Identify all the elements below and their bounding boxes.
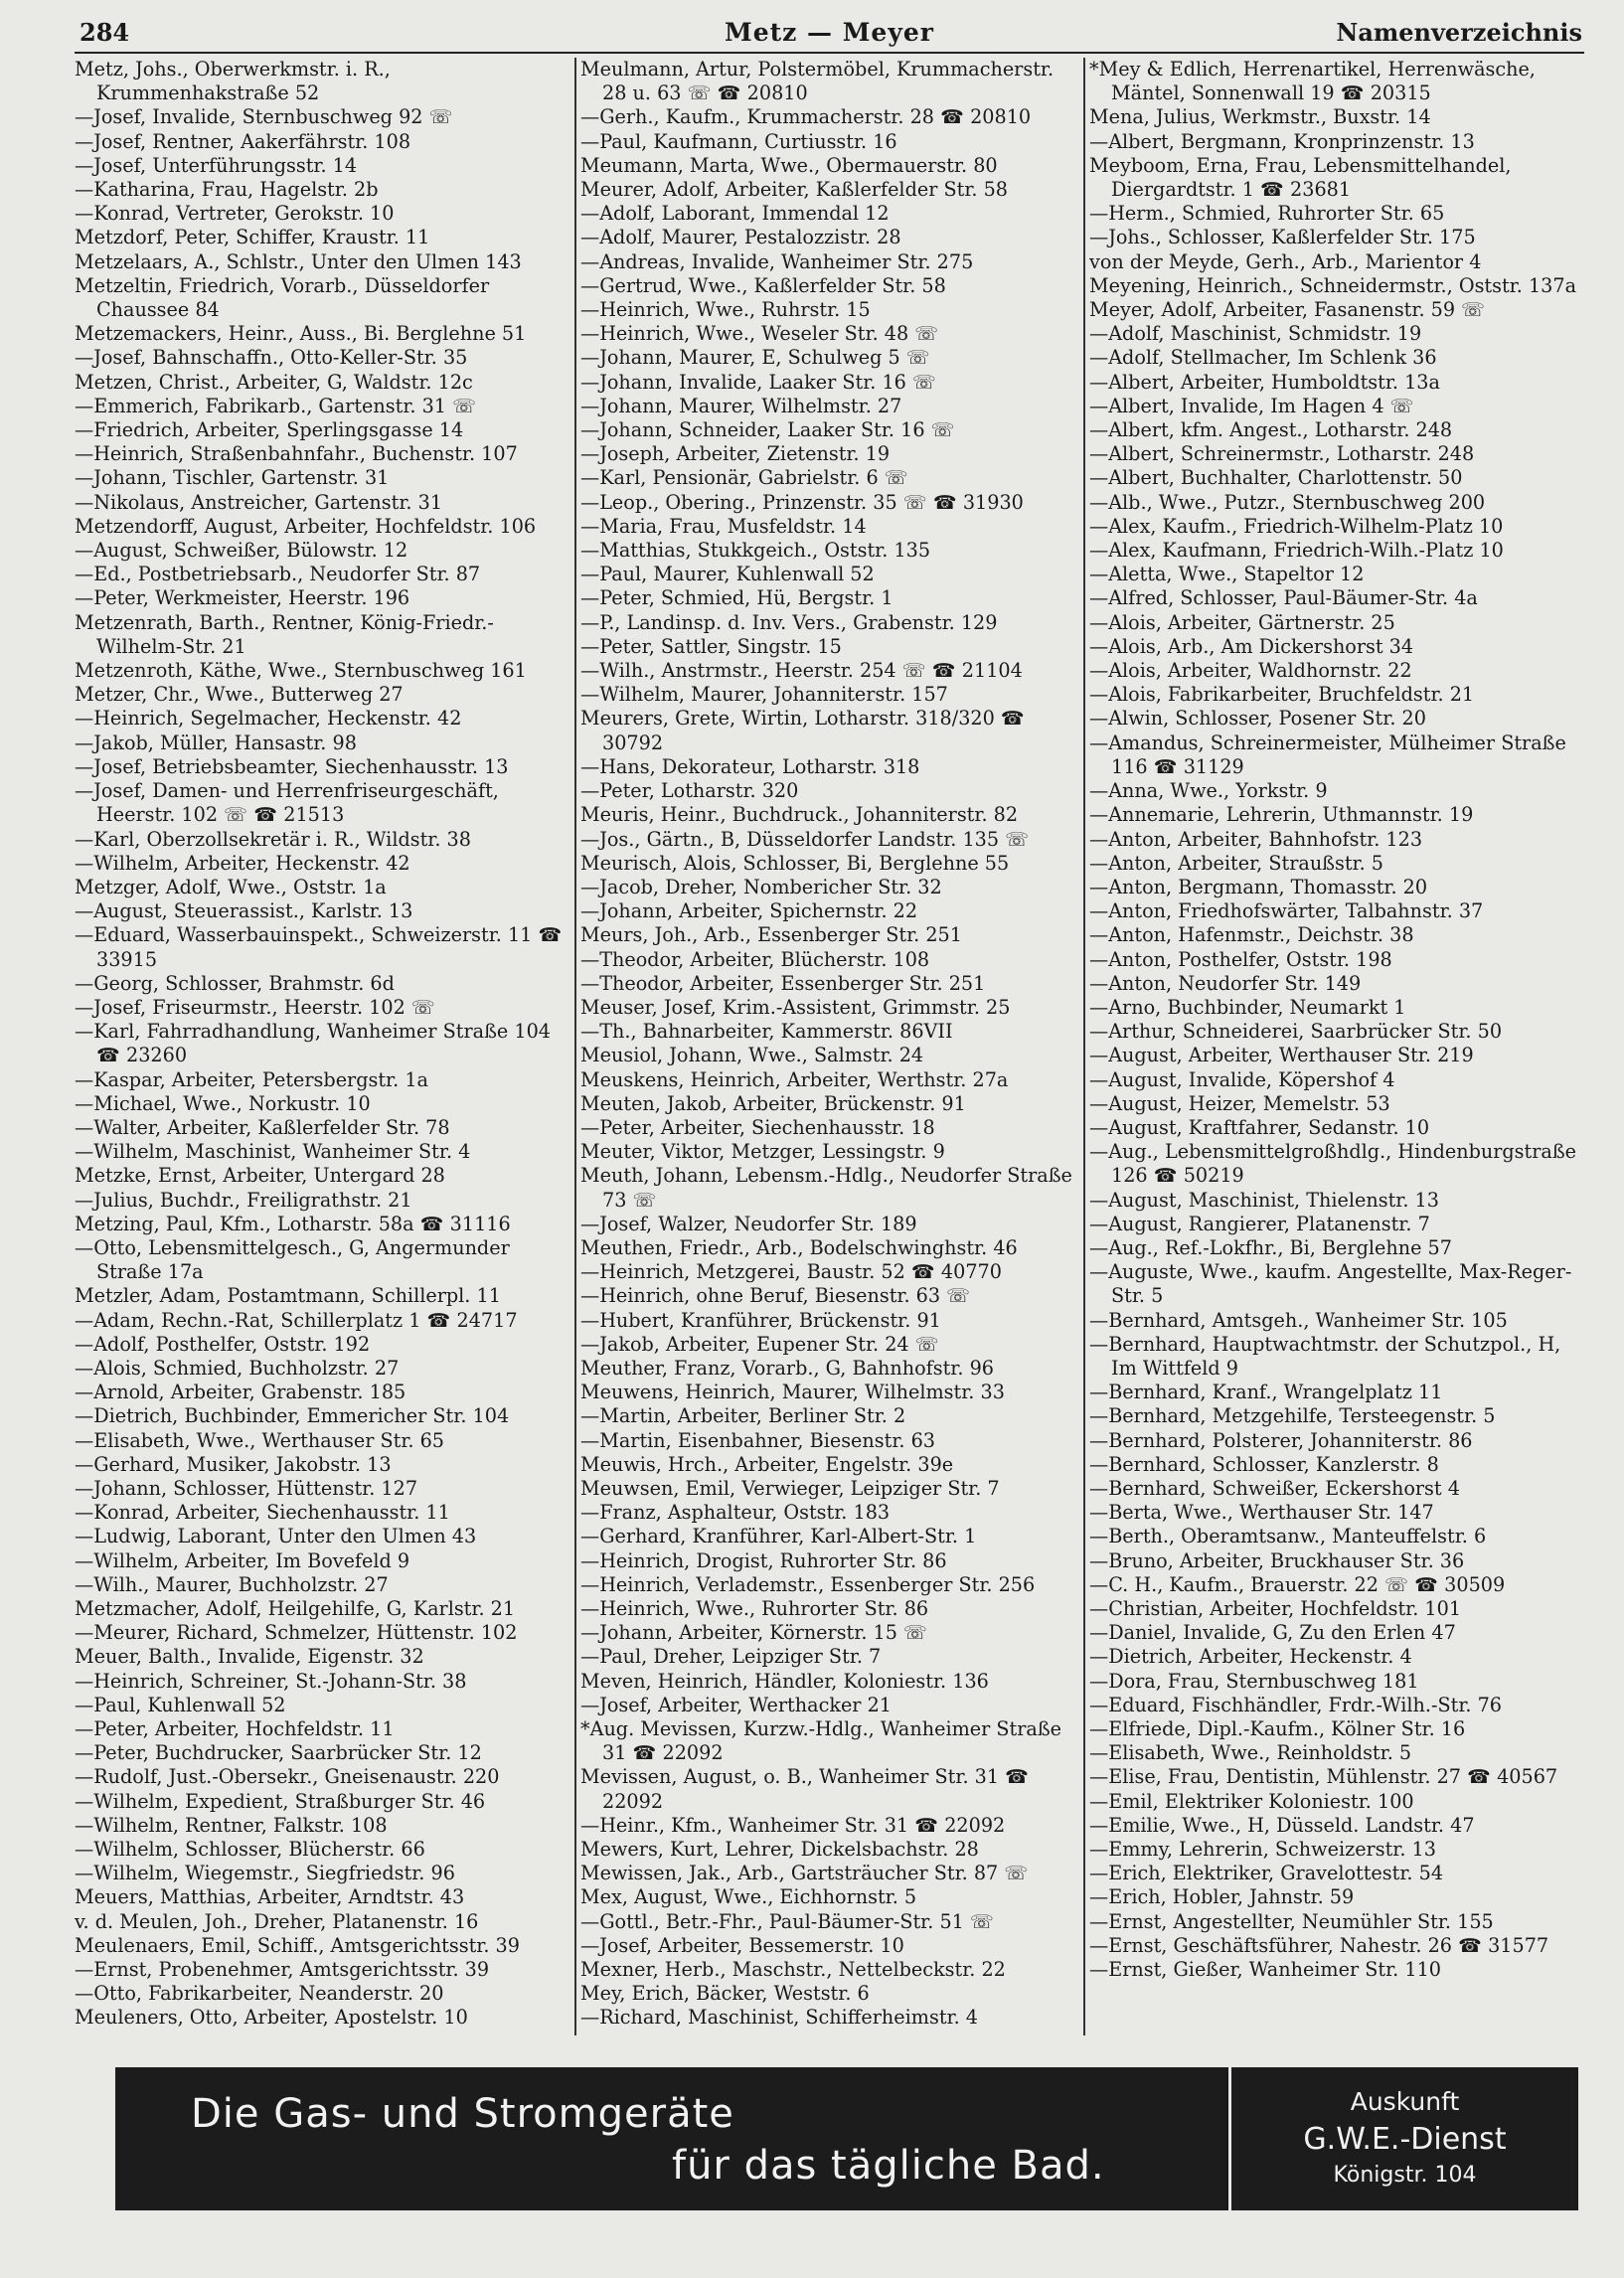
directory-entry: —Gertrud, Wwe., Kaßlerfelder Str. 58 <box>580 273 946 297</box>
directory-entry: —Emmy, Lehrerin, Schweizerstr. 13 <box>1089 1838 1436 1862</box>
directory-entry: —Arno, Buchbinder, Neumarkt 1 <box>1089 995 1406 1019</box>
directory-entry: —Eduard, Wasserbauinspekt., Schweizerstr. 11 ☎ 33915 <box>75 923 563 971</box>
directory-entry: —Katharina, Frau, Hagelstr. 2b <box>75 178 379 202</box>
directory-entry: —Bruno, Arbeiter, Bruckhauser Str. 36 <box>1089 1548 1465 1572</box>
advertisement-banner <box>115 2067 1578 2210</box>
directory-entry: —Josef, Damen- und Herrenfriseurgeschäft, Heerstr. 102 ☏ ☎ 21513 <box>75 779 499 827</box>
directory-entry: —Heinrich, Verlademstr., Essenberger Str. 256 <box>580 1572 1036 1596</box>
directory-entry: —August, Maschinist, Thielenstr. 13 <box>1089 1188 1439 1212</box>
directory-entry: —Adolf, Maschinist, Schmidstr. 19 <box>1089 322 1422 346</box>
directory-entry: —Dietrich, Arbeiter, Heckenstr. 4 <box>1089 1645 1412 1669</box>
directory-entry: Meumann, Marta, Wwe., Obermauerstr. 80 <box>580 153 998 177</box>
directory-entry: —Albert, kfm. Angest., Lotharstr. 248 <box>1089 418 1453 442</box>
directory-entry: —Wilhelm, Arbeiter, Im Bovefeld 9 <box>75 1548 410 1572</box>
directory-entry: —Gottl., Betr.-Fhr., Paul-Bäumer-Str. 51 ☏ <box>580 1909 994 1933</box>
directory-entry: —Aug., Lebensmittelgroßhdlg., Hindenburgstraße 126 ☎ 50219 <box>1089 1140 1577 1188</box>
directory-entry: —Amandus, Schreinermeister, Mülheimer Straße 116 ☎ 31129 <box>1089 731 1566 778</box>
directory-entry: Meuter, Viktor, Metzger, Lessingstr. 9 <box>580 1140 945 1164</box>
directory-entry: —Gerh., Kaufm., Krummacherstr. 28 ☎ 20810 <box>580 105 1032 129</box>
directory-entry: —Emil, Elektriker Koloniestr. 100 <box>1089 1789 1414 1813</box>
directory-entry: —Johann, Schneider, Laaker Str. 16 ☏ <box>580 418 955 442</box>
directory-entry: —Paul, Kaufmann, Curtiusstr. 16 <box>580 129 897 153</box>
directory-entry: —Anton, Friedhofswärter, Talbahnstr. 37 <box>1089 899 1484 923</box>
directory-entry: —Heinr., Kfm., Wanheimer Str. 31 ☎ 22092 <box>580 1813 1006 1837</box>
directory-entry: —Bernhard, Schweißer, Eckershorst 4 <box>1089 1476 1460 1500</box>
directory-entry: Mex, August, Wwe., Eichhornstr. 5 <box>580 1885 917 1909</box>
directory-entry: —Paul, Kuhlenwall 52 <box>75 1693 286 1716</box>
directory-entry: Mexner, Herb., Maschstr., Nettelbeckstr. 22 <box>580 1958 1006 1982</box>
directory-entry: —Wilhelm, Wiegemstr., Siegfriedstr. 96 <box>75 1862 455 1885</box>
directory-entry: Meurs, Joh., Arb., Essenberger Str. 251 <box>580 923 962 947</box>
directory-entry: —Josef, Rentner, Aakerfährstr. 108 <box>75 129 411 153</box>
directory-entry: —Adolf, Maurer, Pestalozzistr. 28 <box>580 226 901 249</box>
directory-entry: Metzelaars, A., Schlstr., Unter den Ulmen 143 <box>75 249 522 273</box>
directory-entry: Meuth, Johann, Lebensm.-Hdlg., Neudorfer Straße 73 ☏ <box>580 1164 1072 1212</box>
directory-entry: —Theodor, Arbeiter, Blücherstr. 108 <box>580 947 930 971</box>
directory-entry: Meyer, Adolf, Arbeiter, Fasanenstr. 59 ☏ <box>1089 298 1486 322</box>
directory-entry: —Erich, Elektriker, Gravelottestr. 54 <box>1089 1862 1444 1885</box>
directory-entry: —Hans, Dekorateur, Lotharstr. 318 <box>580 754 920 778</box>
directory-entry: —Rudolf, Just.-Obersekr., Gneisenaustr. 220 <box>75 1765 500 1789</box>
directory-entry: —Heinrich, Metzgerei, Baustr. 52 ☎ 40770 <box>580 1260 1002 1284</box>
directory-entry: —Alois, Arbeiter, Waldhornstr. 22 <box>1089 659 1412 683</box>
directory-entry: —Wilh., Anstrmstr., Heerstr. 254 ☏ ☎ 21104 <box>580 659 1023 683</box>
directory-entry: —Andreas, Invalide, Wanheimer Str. 275 <box>580 249 974 273</box>
directory-column-2 <box>580 58 1077 2035</box>
directory-entry: —Michael, Wwe., Norkustr. 10 <box>75 1091 371 1115</box>
directory-entry: —August, Steuerassist., Karlstr. 13 <box>75 899 413 923</box>
directory-entry: —Hubert, Kranführer, Brückenstr. 91 <box>580 1308 941 1332</box>
directory-entry: Meuleners, Otto, Arbeiter, Apostelstr. 10 <box>75 2006 468 2030</box>
directory-entry: —Heinrich, Wwe., Weseler Str. 48 ☏ <box>580 322 939 346</box>
directory-entry: —Erich, Hobler, Jahnstr. 59 <box>1089 1885 1355 1909</box>
directory-entry: —Paul, Maurer, Kuhlenwall 52 <box>580 563 875 586</box>
directory-entry: —August, Invalide, Köpershof 4 <box>1089 1067 1395 1091</box>
directory-entry: —Wilhelm, Expedient, Straßburger Str. 46 <box>75 1789 486 1813</box>
directory-entry: —Heinrich, ohne Beruf, Biesenstr. 63 ☏ <box>580 1284 971 1308</box>
directory-entry: —August, Arbeiter, Werthauser Str. 219 <box>1089 1044 1474 1067</box>
directory-entry: —Heinrich, Straßenbahnfahr., Buchenstr. 107 <box>75 442 518 466</box>
directory-entry: —Adolf, Posthelfer, Oststr. 192 <box>75 1332 371 1356</box>
directory-entry: —Alfred, Schlosser, Paul-Bäumer-Str. 4a <box>1089 586 1478 610</box>
directory-entry: —Maria, Frau, Musfeldstr. 14 <box>580 514 867 538</box>
directory-entry: —Heinrich, Wwe., Ruhrorter Str. 86 <box>580 1597 929 1620</box>
directory-entry: —Adam, Rechn.-Rat, Schillerplatz 1 ☎ 24717 <box>75 1308 518 1332</box>
directory-entry: Meven, Heinrich, Händler, Koloniestr. 136 <box>580 1669 989 1693</box>
directory-entry: Meuwis, Hrch., Arbeiter, Engelstr. 39e <box>580 1452 954 1476</box>
directory-entry: —Anton, Arbeiter, Bahnhofstr. 123 <box>1089 827 1423 851</box>
directory-entry: —Richard, Maschinist, Schifferheimstr. 4 <box>580 2006 979 2030</box>
directory-entry: —Ed., Postbetriebsarb., Neudorfer Str. 87 <box>75 563 481 586</box>
directory-entry: —Franz, Asphalteur, Oststr. 183 <box>580 1501 891 1525</box>
directory-entry: —Peter, Sattler, Singstr. 15 <box>580 634 842 658</box>
directory-entry: —Ludwig, Laborant, Unter den Ulmen 43 <box>75 1525 477 1548</box>
running-title: Metz — Meyer <box>725 18 934 47</box>
directory-entry: —Walter, Arbeiter, Kaßlerfelder Str. 78 <box>75 1115 450 1139</box>
directory-entry: —Johann, Tischler, Gartenstr. 31 <box>75 466 390 490</box>
directory-column-1 <box>75 58 569 2035</box>
page-header <box>75 14 1584 54</box>
ad-headline: Die Gas- und Stromgeräte <box>191 2091 734 2137</box>
directory-entry: —Martin, Eisenbahner, Biesenstr. 63 <box>580 1428 935 1452</box>
directory-entry: Metz, Johs., Oberwerkmstr. i. R., Krummenhakstraße 52 <box>75 58 391 105</box>
ad-info-address: Königstr. 104 <box>1333 2163 1477 2188</box>
ad-subline: für das tägliche Bad. <box>672 2143 1105 2189</box>
directory-entry: —Alois, Arbeiter, Gärtnerstr. 25 <box>1089 610 1395 634</box>
directory-entry: —Bernhard, Schlosser, Kanzlerstr. 8 <box>1089 1452 1439 1476</box>
directory-entry: —Wilh., Maurer, Buchholzstr. 27 <box>75 1572 389 1596</box>
column-divider <box>574 58 576 2035</box>
directory-entry: —Arthur, Schneiderei, Saarbrücker Str. 50 <box>1089 1020 1503 1044</box>
directory-entry: —Ernst, Geschäftsführer, Nahestr. 26 ☎ 31577 <box>1089 1933 1549 1957</box>
directory-entry: —Anton, Arbeiter, Straußstr. 5 <box>1089 851 1384 875</box>
directory-entry: Meuthen, Friedr., Arb., Bodelschwinghstr. 46 <box>580 1235 1018 1259</box>
directory-entry: Meuten, Jakob, Arbeiter, Brückenstr. 91 <box>580 1091 966 1115</box>
directory-entry: —Alois, Arb., Am Dickershorst 34 <box>1089 634 1414 658</box>
directory-entry: —Albert, Invalide, Im Hagen 4 ☏ <box>1089 394 1414 417</box>
directory-entry: —Karl, Oberzollsekretär i. R., Wildstr. 38 <box>75 827 471 851</box>
directory-entry: —Ernst, Angestellter, Neumühler Str. 155 <box>1089 1909 1494 1933</box>
directory-entry: —Josef, Friseurmstr., Heerstr. 102 ☏ <box>75 995 435 1019</box>
directory-entry: Meyening, Heinrich., Schneidermstr., Oststr. 137a <box>1089 273 1577 297</box>
directory-entry: Metzen, Christ., Arbeiter, G, Waldstr. 12c <box>75 370 473 394</box>
directory-entry: Meuwsen, Emil, Verwieger, Leipziger Str. 7 <box>580 1476 1000 1500</box>
directory-entry: —Josef, Betriebsbeamter, Siechenhausstr. 13 <box>75 754 509 778</box>
directory-entry: Meurisch, Alois, Schlosser, Bi, Berglehne 55 <box>580 851 1010 875</box>
directory-entry: —Johann, Maurer, E, Schulweg 5 ☏ <box>580 346 930 370</box>
directory-entry: —Christian, Arbeiter, Hochfeldstr. 101 <box>1089 1597 1462 1620</box>
directory-entry: —Daniel, Invalide, G, Zu den Erlen 47 <box>1089 1621 1456 1645</box>
directory-entry: —Wilhelm, Maurer, Johanniterstr. 157 <box>580 683 948 707</box>
directory-entry: —C. H., Kaufm., Brauerstr. 22 ☏ ☎ 30509 <box>1089 1572 1506 1596</box>
directory-entry: —Berth., Oberamtsanw., Manteuffelstr. 6 <box>1089 1525 1487 1548</box>
directory-entry: —Elisabeth, Wwe., Werthauser Str. 65 <box>75 1428 445 1452</box>
directory-entry: —Nikolaus, Anstreicher, Gartenstr. 31 <box>75 490 443 514</box>
directory-entry: —Bernhard, Amtsgeh., Wanheimer Str. 105 <box>1089 1308 1508 1332</box>
directory-entry: Meuser, Josef, Krim.-Assistent, Grimmstr. 25 <box>580 995 1011 1019</box>
directory-entry: Mewers, Kurt, Lehrer, Dickelsbachstr. 28 <box>580 1838 979 1862</box>
section-title: Namenverzeichnis <box>1336 18 1582 47</box>
directory-entry: —P., Landinsp. d. Inv. Vers., Grabenstr. 129 <box>580 610 998 634</box>
directory-entry: —Alois, Fabrikarbeiter, Bruchfeldstr. 21 <box>1089 683 1475 707</box>
directory-entry: *Mey & Edlich, Herrenartikel, Herrenwäsche, Mäntel, Sonnenwall 19 ☎ 20315 <box>1089 58 1536 105</box>
directory-entry: —Joseph, Arbeiter, Zietenstr. 19 <box>580 442 891 466</box>
directory-entry: —Albert, Buchhalter, Charlottenstr. 50 <box>1089 466 1463 490</box>
directory-entry: —Meurer, Richard, Schmelzer, Hüttenstr. 102 <box>75 1621 518 1645</box>
directory-entry: —Heinrich, Segelmacher, Heckenstr. 42 <box>75 707 462 731</box>
directory-entry: Mey, Erich, Bäcker, Weststr. 6 <box>580 1982 870 2006</box>
directory-entry: Metzger, Adolf, Wwe., Oststr. 1a <box>75 875 387 898</box>
directory-entry: Mewissen, Jak., Arb., Gartsträucher Str. 87 ☏ <box>580 1862 1029 1885</box>
directory-entry: Mena, Julius, Werkmstr., Buxstr. 14 <box>1089 105 1431 129</box>
directory-entry: —Josef, Arbeiter, Werthacker 21 <box>580 1693 892 1716</box>
directory-entry: —Berta, Wwe., Werthauser Str. 147 <box>1089 1501 1434 1525</box>
directory-entry: —Leop., Obering., Prinzenstr. 35 ☏ ☎ 31930 <box>580 490 1024 514</box>
directory-column-3 <box>1089 58 1586 2035</box>
directory-entry: —Anton, Neudorfer Str. 149 <box>1089 971 1362 995</box>
directory-entry: —Albert, Schreinermstr., Lotharstr. 248 <box>1089 442 1475 466</box>
directory-entry: —Theodor, Arbeiter, Essenberger Str. 251 <box>580 971 986 995</box>
directory-entry: Meulenaers, Emil, Schiff., Amtsgerichtsstr. 39 <box>75 1933 520 1957</box>
directory-entry: —Wilhelm, Rentner, Falkstr. 108 <box>75 1813 388 1837</box>
directory-entry: Metzmacher, Adolf, Heilgehilfe, G, Karlstr. 21 <box>75 1597 516 1620</box>
directory-entry: —Konrad, Arbeiter, Siechenhausstr. 11 <box>75 1501 450 1525</box>
directory-entry: —Arnold, Arbeiter, Grabenstr. 185 <box>75 1381 406 1404</box>
directory-entry: —Elise, Frau, Dentistin, Mühlenstr. 27 ☎ 40567 <box>1089 1765 1558 1789</box>
directory-entry: Metzemackers, Heinr., Auss., Bi. Berglehne 51 <box>75 322 527 346</box>
directory-entry: —Peter, Schmied, Hü, Bergstr. 1 <box>580 586 893 610</box>
directory-entry: Meuers, Matthias, Arbeiter, Arndtstr. 43 <box>75 1885 465 1909</box>
directory-entry: —Herm., Schmied, Ruhrorter Str. 65 <box>1089 202 1445 226</box>
directory-entry: —Jakob, Arbeiter, Eupener Str. 24 ☏ <box>580 1332 939 1356</box>
ad-info-name: G.W.E.-Dienst <box>1303 2122 1507 2157</box>
directory-entry: —Anton, Posthelfer, Oststr. 198 <box>1089 947 1392 971</box>
directory-entry: —Josef, Walzer, Neudorfer Str. 189 <box>580 1212 917 1235</box>
directory-entry: —Friedrich, Arbeiter, Sperlingsgasse 14 <box>75 418 464 442</box>
directory-entry: —Jacob, Dreher, Nombericher Str. 32 <box>580 875 942 898</box>
directory-entry: Metzdorf, Peter, Schiffer, Kraustr. 11 <box>75 226 430 249</box>
directory-entry: —Konrad, Vertreter, Gerokstr. 10 <box>75 202 395 226</box>
directory-entry: —Josef, Unterführungsstr. 14 <box>75 153 358 177</box>
directory-entry: —Heinrich, Drogist, Ruhrorter Str. 86 <box>580 1548 947 1572</box>
directory-entry: —Elisabeth, Wwe., Reinholdstr. 5 <box>1089 1741 1412 1765</box>
directory-entry: —Alex, Kaufmann, Friedrich-Wilh.-Platz 10 <box>1089 539 1504 563</box>
directory-entry: —August, Kraftfahrer, Sedanstr. 10 <box>1089 1115 1430 1139</box>
directory-entry: —Georg, Schlosser, Brahmstr. 6d <box>75 971 395 995</box>
directory-entry: —Emmerich, Fabrikarb., Gartenstr. 31 ☏ <box>75 394 477 417</box>
directory-entry: —Annemarie, Lehrerin, Uthmannstr. 19 <box>1089 803 1474 827</box>
directory-entry: —August, Schweißer, Bülowstr. 12 <box>75 539 408 563</box>
directory-entry: —Alois, Schmied, Buchholzstr. 27 <box>75 1356 400 1380</box>
directory-entry: —Anna, Wwe., Yorkstr. 9 <box>1089 779 1328 803</box>
directory-entry: —Dietrich, Buchbinder, Emmericher Str. 104 <box>75 1404 510 1428</box>
directory-entry: —Albert, Bergmann, Kronprinzenstr. 13 <box>1089 129 1475 153</box>
directory-entry: —Gerhard, Musiker, Jakobstr. 13 <box>75 1452 392 1476</box>
directory-entry: —Bernhard, Polsterer, Johanniterstr. 86 <box>1089 1428 1473 1452</box>
directory-entry: Meuskens, Heinrich, Arbeiter, Werthstr. 27a <box>580 1067 1009 1091</box>
directory-entry: —Dora, Frau, Sternbuschweg 181 <box>1089 1669 1419 1693</box>
directory-entry: Meusiol, Johann, Wwe., Salmstr. 24 <box>580 1044 924 1067</box>
directory-entry: —Albert, Arbeiter, Humboldtstr. 13a <box>1089 370 1440 394</box>
directory-entry: —Bernhard, Metzgehilfe, Tersteegenstr. 5 <box>1089 1404 1496 1428</box>
directory-entry: —Otto, Lebensmittelgesch., G, Angermunder Straße 17a <box>75 1235 510 1284</box>
directory-entry: Meyboom, Erna, Frau, Lebensmittelhandel, Diergardtstr. 1 ☎ 23681 <box>1089 153 1512 202</box>
directory-entry: —Otto, Fabrikarbeiter, Neanderstr. 20 <box>75 1982 444 2006</box>
directory-entry: —Wilhelm, Arbeiter, Heckenstr. 42 <box>75 851 410 875</box>
directory-entry: *Aug. Mevissen, Kurzw.-Hdlg., Wanheimer Straße 31 ☎ 22092 <box>580 1717 1062 1765</box>
directory-entry: —Bernhard, Kranf., Wrangelplatz 11 <box>1089 1381 1443 1404</box>
directory-entry: —Auguste, Wwe., kaufm. Angestellte, Max-Reger-Str. 5 <box>1089 1260 1572 1308</box>
directory-entry: —Karl, Pensionär, Gabrielstr. 6 ☏ <box>580 466 908 490</box>
directory-entry: Meuther, Franz, Vorarb., G, Bahnhofstr. 96 <box>580 1356 994 1380</box>
directory-entry: —Johann, Maurer, Wilhelmstr. 27 <box>580 394 902 417</box>
directory-entry: —Anton, Bergmann, Thomasstr. 20 <box>1089 875 1428 898</box>
directory-entry: —Johann, Schlosser, Hüttenstr. 127 <box>75 1476 418 1500</box>
directory-entry: —Jos., Gärtn., B, Düsseldorfer Landstr. 135 ☏ <box>580 827 1030 851</box>
directory-entry: Meuer, Balth., Invalide, Eigenstr. 32 <box>75 1645 424 1669</box>
directory-entry: Meurers, Grete, Wirtin, Lotharstr. 318/320 ☎ 30792 <box>580 707 1025 754</box>
ad-info-heading: Auskunft <box>1350 2087 1460 2116</box>
directory-entry: —August, Heizer, Memelstr. 53 <box>1089 1091 1390 1115</box>
directory-entry: —Alex, Kaufm., Friedrich-Wilhelm-Platz 10 <box>1089 514 1504 538</box>
directory-entry: von der Meyde, Gerh., Arb., Marientor 4 <box>1089 249 1482 273</box>
directory-entry: —Adolf, Stellmacher, Im Schlenk 36 <box>1089 346 1437 370</box>
directory-entry: Meuris, Heinr., Buchdruck., Johanniterstr. 82 <box>580 803 1019 827</box>
directory-entry: —Johs., Schlosser, Kaßlerfelder Str. 175 <box>1089 226 1476 249</box>
directory-entry: —Josef, Bahnschaffn., Otto-Keller-Str. 35 <box>75 346 468 370</box>
directory-entry: —Johann, Arbeiter, Körnerstr. 15 ☏ <box>580 1621 928 1645</box>
directory-entry: Meurer, Adolf, Arbeiter, Kaßlerfelder Str. 58 <box>580 178 1009 202</box>
directory-entry: —Peter, Lotharstr. 320 <box>580 779 799 803</box>
directory-entry: Meulmann, Artur, Polstermöbel, Krummacherstr. 28 u. 63 ☏ ☎ 20810 <box>580 58 1055 105</box>
directory-entry: —Wilhelm, Maschinist, Wanheimer Str. 4 <box>75 1140 471 1164</box>
directory-entry: —Josef, Arbeiter, Bessemerstr. 10 <box>580 1933 904 1957</box>
column-divider <box>1083 58 1085 2035</box>
directory-entry: —Jakob, Müller, Hansastr. 98 <box>75 731 357 754</box>
directory-entry: —Bernhard, Hauptwachtmstr. der Schutzpol., H, Im Wittfeld 9 <box>1089 1332 1561 1380</box>
directory-entry: —Heinrich, Wwe., Ruhrstr. 15 <box>580 298 871 322</box>
directory-entry: —Peter, Arbeiter, Siechenhausstr. 18 <box>580 1115 935 1139</box>
page-number: 284 <box>80 18 130 47</box>
directory-entry: —Karl, Fahrradhandlung, Wanheimer Straße 104 ☎ 23260 <box>75 1020 551 1067</box>
directory-entry: —Ernst, Gießer, Wanheimer Str. 110 <box>1089 1958 1441 1982</box>
directory-entry: —Julius, Buchdr., Freiligrathstr. 21 <box>75 1188 412 1212</box>
directory-entry: —Aug., Ref.-Lokfhr., Bi, Berglehne 57 <box>1089 1235 1452 1259</box>
ad-info-box <box>1231 2067 1578 2210</box>
directory-entry: —Aletta, Wwe., Stapeltor 12 <box>1089 563 1365 586</box>
directory-entry: —Ernst, Probenehmer, Amtsgerichtsstr. 39 <box>75 1958 490 1982</box>
directory-entry: —Gerhard, Kranführer, Karl-Albert-Str. 1 <box>580 1525 977 1548</box>
directory-entry: —Emilie, Wwe., H, Düsseld. Landstr. 47 <box>1089 1813 1475 1837</box>
directory-entry: —Heinrich, Schreiner, St.-Johann-Str. 38 <box>75 1669 467 1693</box>
directory-entry: Metzer, Chr., Wwe., Butterweg 27 <box>75 683 404 707</box>
directory-entry: Metzler, Adam, Postamtmann, Schillerpl. 11 <box>75 1284 501 1308</box>
directory-entry: Metzke, Ernst, Arbeiter, Untergard 28 <box>75 1164 445 1188</box>
directory-entry: Metzeltin, Friedrich, Vorarb., Düsseldorfer Chaussee 84 <box>75 273 490 322</box>
directory-entry: v. d. Meulen, Joh., Dreher, Platanenstr. 16 <box>75 1909 479 1933</box>
directory-entry: Mevissen, August, o. B., Wanheimer Str. 31 ☎ 22092 <box>580 1765 1030 1813</box>
directory-entry: Meuwens, Heinrich, Maurer, Wilhelmstr. 33 <box>580 1381 1005 1404</box>
directory-entry: —Alwin, Schlosser, Posener Str. 20 <box>1089 707 1426 731</box>
directory-entry: Metzenroth, Käthe, Wwe., Sternbuschweg 161 <box>75 659 527 683</box>
directory-entry: —Josef, Invalide, Sternbuschweg 92 ☏ <box>75 105 453 129</box>
directory-entry: —Martin, Arbeiter, Berliner Str. 2 <box>580 1404 906 1428</box>
directory-entry: —Johann, Invalide, Laaker Str. 16 ☏ <box>580 370 936 394</box>
directory-entry: —Alb., Wwe., Putzr., Sternbuschweg 200 <box>1089 490 1486 514</box>
directory-entry: —Peter, Buchdrucker, Saarbrücker Str. 12 <box>75 1741 482 1765</box>
directory-entry: Metzenrath, Barth., Rentner, König-Friedr.-Wilhelm-Str. 21 <box>75 610 494 658</box>
directory-entry: —Elfriede, Dipl.-Kaufm., Kölner Str. 16 <box>1089 1717 1466 1741</box>
directory-entry: —Kaspar, Arbeiter, Petersbergstr. 1a <box>75 1067 428 1091</box>
directory-entry: —Th., Bahnarbeiter, Kammerstr. 86VII <box>580 1020 953 1044</box>
directory-entry: —Peter, Werkmeister, Heerstr. 196 <box>75 586 410 610</box>
directory-entry: —August, Rangierer, Platanenstr. 7 <box>1089 1212 1430 1235</box>
directory-entry: —Eduard, Fischhändler, Frdr.-Wilh.-Str. 76 <box>1089 1693 1503 1716</box>
directory-entry: —Johann, Arbeiter, Spichernstr. 22 <box>580 899 918 923</box>
directory-entry: —Matthias, Stukkgeich., Oststr. 135 <box>580 539 931 563</box>
directory-entry: —Paul, Dreher, Leipziger Str. 7 <box>580 1645 882 1669</box>
directory-entry: —Wilhelm, Schlosser, Blücherstr. 66 <box>75 1838 425 1862</box>
directory-entry: Metzendorff, August, Arbeiter, Hochfeldstr. 106 <box>75 514 537 538</box>
directory-entry: —Adolf, Laborant, Immendal 12 <box>580 202 890 226</box>
directory-entry: Metzing, Paul, Kfm., Lotharstr. 58a ☎ 31116 <box>75 1212 511 1235</box>
directory-entry: —Peter, Arbeiter, Hochfeldstr. 11 <box>75 1717 395 1741</box>
directory-entry: —Anton, Hafenmstr., Deichstr. 38 <box>1089 923 1414 947</box>
